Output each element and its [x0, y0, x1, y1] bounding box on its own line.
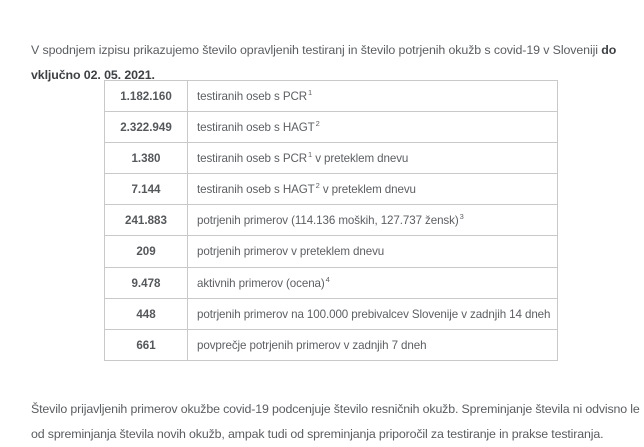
row-description [188, 236, 558, 268]
row-description [188, 112, 558, 143]
table-row [105, 330, 558, 361]
row-description [188, 143, 558, 174]
row-description-text: povprečje potrjenih primerov v zadnjih 7 dneh [197, 338, 427, 352]
row-description [188, 174, 558, 205]
row-description-text: aktivnih primerov (ocena) [197, 276, 325, 290]
row-description-suffix: v preteklem dnevu [319, 182, 416, 196]
row-description [188, 299, 558, 330]
table-row [105, 236, 558, 268]
row-description-suffix: v preteklem dnevu [312, 151, 409, 165]
row-description-text: testiranih oseb s PCR [197, 151, 308, 165]
intro-date: do vključno 02. 05. 2021. [31, 43, 617, 83]
table-row [105, 174, 558, 205]
footnote-marker: 2 [315, 118, 320, 128]
row-description-text: potrjenih primerov v preteklem dnevu [197, 245, 385, 258]
footnote-marker: 1 [308, 87, 313, 97]
footnote-marker: 1 [308, 149, 313, 159]
table-row [105, 81, 558, 112]
row-value: 7.144 [105, 174, 188, 205]
row-value: 209 [105, 236, 188, 268]
footnote-marker: 4 [325, 274, 330, 284]
row-description [188, 81, 558, 112]
table-row [105, 143, 558, 174]
row-value: 9.478 [105, 268, 188, 299]
table-row [105, 299, 558, 330]
row-description-text: testiranih oseb s PCR [197, 89, 308, 103]
table-row [105, 205, 558, 236]
intro-text: V spodnjem izpisu prikazujemo število opravljenih testiranj in število potrjenih okužb s covid-19 v Sloveniji [31, 43, 602, 58]
row-value: 448 [105, 299, 188, 330]
row-description [188, 268, 558, 299]
row-value: 241.883 [105, 205, 188, 236]
row-description-text: potrjenih primerov (114.136 moških, 127.737 žensk) [197, 213, 459, 227]
footnote-marker: 3 [459, 211, 464, 221]
row-value: 2.322.949 [105, 112, 188, 143]
table-row [105, 268, 558, 299]
footnote-marker: 2 [315, 180, 320, 190]
row-description-text: potrjenih primerov na 100.000 prebivalcev Slovenije v zadnjih 14 dneh [197, 307, 551, 321]
row-description [188, 205, 558, 236]
row-description-text: testiranih oseb s HAGT [197, 182, 315, 196]
row-value: 661 [105, 330, 188, 361]
row-description [188, 330, 558, 361]
table-row [105, 112, 558, 143]
row-description-text: testiranih oseb s HAGT [197, 120, 315, 134]
outro-paragraph: Število prijavljenih primerov okužbe covid-19 podcenjuje število resničnih okužb. Spreminjanje števila ni odvisno le od spreminjanja števila novih okužb, ampak tudi od spreminjanja priporočil za testiranje in prakse testiranja. [31, 402, 640, 442]
row-value: 1.182.160 [105, 81, 188, 112]
statistics-table [104, 80, 558, 361]
row-value: 1.380 [105, 143, 188, 174]
